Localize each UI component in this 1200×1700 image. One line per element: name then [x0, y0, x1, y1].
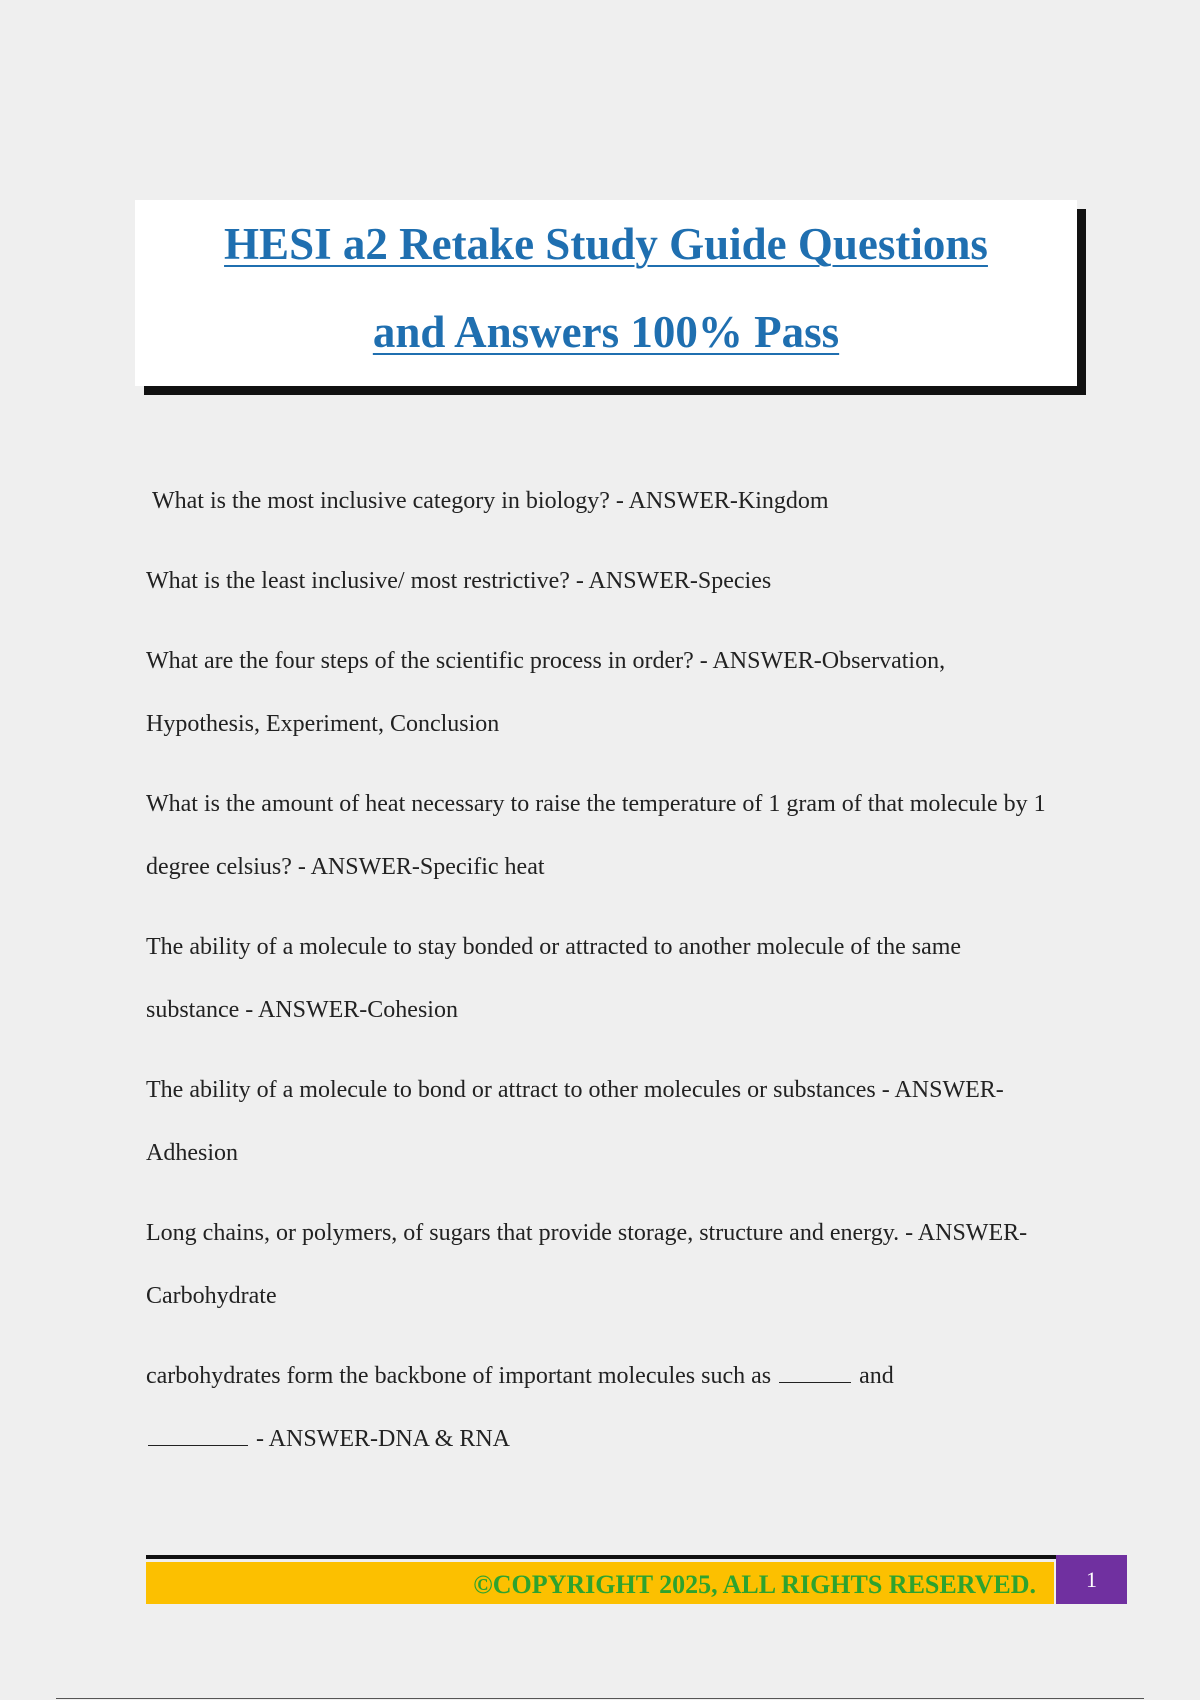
qa-item: What are the four steps of the scientific process in order? - ANSWER-Observation, Hypothesis, Experiment, Conclusion [146, 648, 946, 737]
footer-bar [146, 1562, 1054, 1604]
qa-item: What is the least inclusive/ most restrictive? - ANSWER-Species [146, 568, 772, 594]
page-bottom-divider [56, 1698, 1144, 1699]
qa-item: Long chains, or polymers, of sugars that provide storage, structure and energy. - ANSWER-Carbohydrate [146, 1220, 1028, 1309]
qa-text-part: - ANSWER-DNA & RNA [256, 1426, 511, 1452]
qa-item: What is the most inclusive category in biology? - ANSWER-Kingdom [152, 488, 829, 514]
qa-text-part: carbohydrates form the backbone of important molecules such as [146, 1363, 772, 1389]
answer-blank [148, 1444, 248, 1446]
footer-divider [146, 1555, 1056, 1559]
answer-blank [779, 1381, 851, 1383]
qa-list [146, 470, 1046, 1488]
document-title-line-1: HESI a2 Retake Study Guide Questions [224, 219, 988, 269]
qa-text-part: and [859, 1363, 894, 1389]
qa-item: The ability of a molecule to stay bonded or attracted to another molecule of the same substance - ANSWER-Cohesion [146, 934, 962, 1023]
copyright-text: ©COPYRIGHT 2025, ALL RIGHTS RESERVED. [473, 1570, 1036, 1599]
document-title-line-2: and Answers 100% Pass [372, 307, 840, 357]
qa-item-fill-in-blank [146, 1345, 1046, 1471]
page-number: 1 [1056, 1555, 1127, 1604]
qa-item: The ability of a molecule to bond or attract to other molecules or substances - ANSWER-Adhesion [146, 1077, 1004, 1166]
title-box [135, 200, 1077, 386]
qa-item: What is the amount of heat necessary to raise the temperature of 1 gram of that molecule by 1 degree celsius? - ANSWER-Specific heat [146, 791, 1046, 880]
